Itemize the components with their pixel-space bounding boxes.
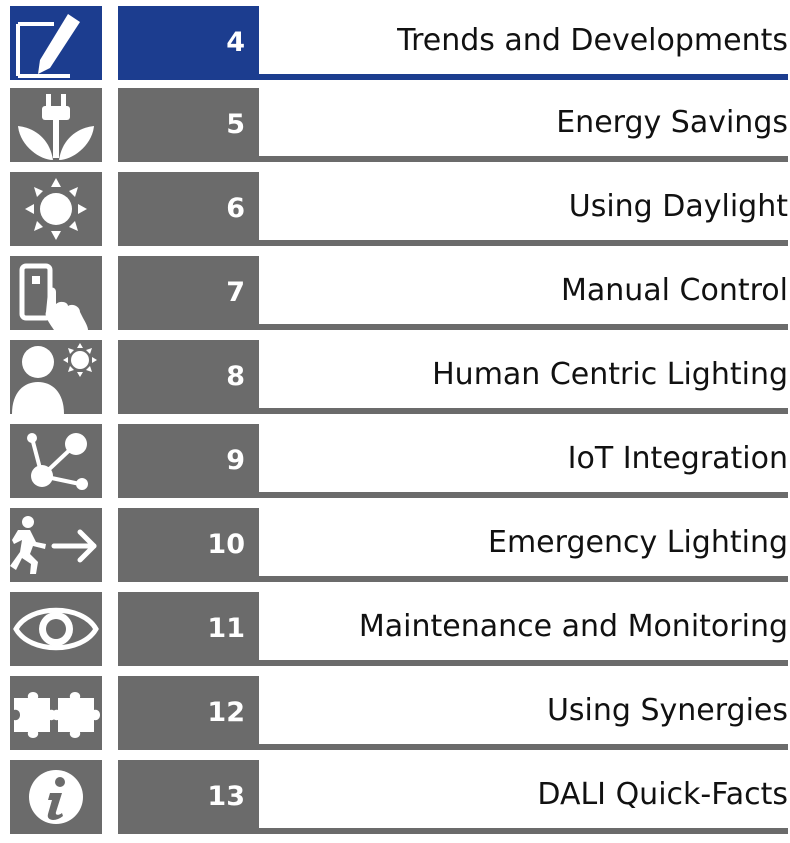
- toc-item-human-centric-lighting[interactable]: [0, 340, 790, 414]
- toc-title: Using Daylight: [568, 189, 788, 224]
- toc-title: Manual Control: [561, 273, 788, 308]
- toc-item-maintenance-monitoring[interactable]: [0, 592, 790, 666]
- toc-title: Emergency Lighting: [488, 525, 788, 560]
- toc-title: Energy Savings: [556, 105, 788, 140]
- toc-divider: [259, 240, 788, 246]
- toc-item-trends[interactable]: [0, 6, 790, 80]
- person-sun-icon: [10, 340, 102, 414]
- toc-title: Trends and Developments: [397, 23, 788, 58]
- toc-item-energy-savings[interactable]: [0, 88, 790, 162]
- toc-number: 9: [118, 424, 259, 498]
- plug-leaf-icon: [10, 88, 102, 162]
- toc-item-manual-control[interactable]: [0, 256, 790, 330]
- toc-divider: [259, 156, 788, 162]
- toc-number: 5: [118, 88, 259, 162]
- info-icon: [10, 760, 102, 834]
- toc-number: 6: [118, 172, 259, 246]
- toc-item-iot-integration[interactable]: [0, 424, 790, 498]
- toc-title: Human Centric Lighting: [432, 357, 788, 392]
- sun-icon: [10, 172, 102, 246]
- exit-icon: [10, 508, 102, 582]
- toc-divider: [259, 408, 788, 414]
- puzzle-icon: [10, 676, 102, 750]
- toc-title: Maintenance and Monitoring: [358, 609, 788, 644]
- toc-number: 10: [118, 508, 259, 582]
- toc-divider: [259, 324, 788, 330]
- toc-divider: [259, 744, 788, 750]
- toc-number: 11: [118, 592, 259, 666]
- toc-divider: [259, 828, 788, 834]
- toc-item-emergency-lighting[interactable]: [0, 508, 790, 582]
- toc-number: 4: [118, 6, 259, 80]
- eye-icon: [10, 592, 102, 666]
- toc-divider: [259, 660, 788, 666]
- toc-number: 13: [118, 760, 259, 834]
- network-icon: [10, 424, 102, 498]
- toc-number: 8: [118, 340, 259, 414]
- toc-divider: [259, 492, 788, 498]
- toc-title: IoT Integration: [567, 441, 788, 476]
- toc-item-dali-quick-facts[interactable]: [0, 760, 790, 834]
- toc-number: 7: [118, 256, 259, 330]
- toc-title: Using Synergies: [546, 693, 788, 728]
- touch-icon: [10, 256, 102, 330]
- toc-divider: [259, 74, 788, 80]
- toc-number: 12: [118, 676, 259, 750]
- toc-divider: [259, 576, 788, 582]
- toc-title: DALI Quick-Facts: [537, 777, 788, 812]
- toc-item-using-synergies[interactable]: [0, 676, 790, 750]
- pencil-icon: [10, 6, 102, 80]
- toc-item-using-daylight[interactable]: [0, 172, 790, 246]
